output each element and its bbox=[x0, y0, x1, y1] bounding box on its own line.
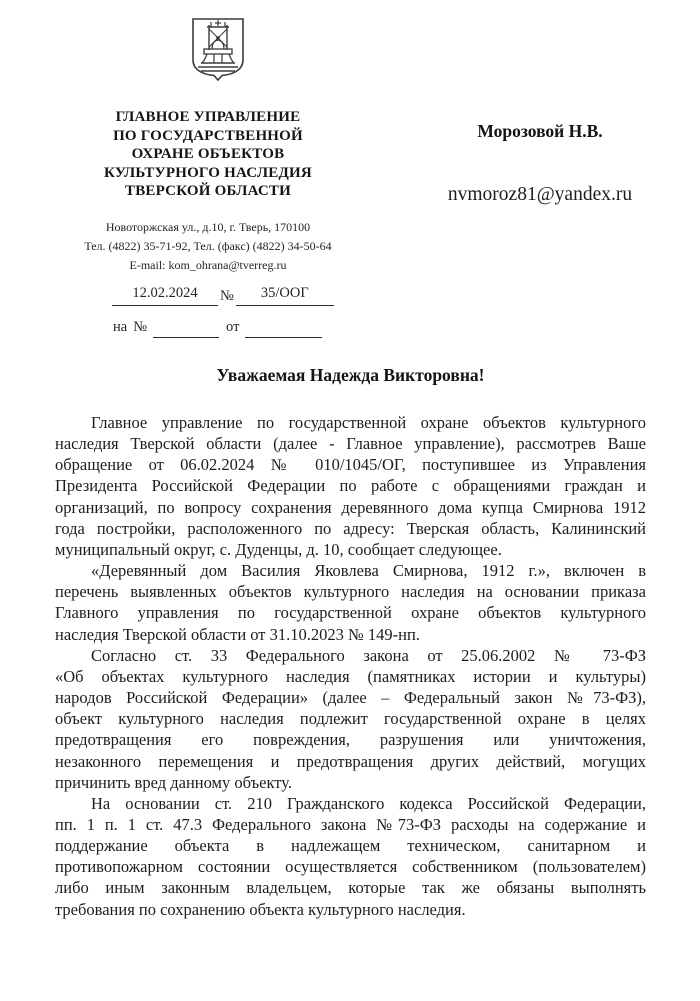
salutation: Уважаемая Надежда Викторовна! bbox=[216, 365, 485, 385]
body-line: «Об объектах культурного наследия (памятниках истории и культуры) bbox=[55, 666, 646, 686]
tver-coat-of-arms-icon bbox=[188, 16, 248, 82]
reference-number-row bbox=[58, 319, 358, 338]
ref-number-blank bbox=[153, 321, 219, 338]
ref-from: от bbox=[226, 318, 240, 335]
body-line: года постройки, расположенного по адресу: Тверская область, Калининский bbox=[55, 518, 646, 538]
recipient-email: nvmoroz81@yandex.ru bbox=[447, 184, 633, 205]
organization-name-line: ГЛАВНОЕ УПРАВЛЕНИЕ bbox=[115, 109, 301, 125]
body-line: причинить вред данному объекту. bbox=[55, 772, 292, 792]
organization-name bbox=[58, 108, 358, 201]
body-paragraph bbox=[55, 645, 646, 793]
body-paragraph bbox=[55, 560, 646, 645]
body-line: перечень выявленных объектов культурного наследия на основании приказа bbox=[55, 582, 646, 602]
letterhead bbox=[58, 108, 358, 338]
body-line: наследия Тверской области (далее - Главное управление), рассмотрев Ваше bbox=[55, 434, 646, 454]
organization-name-line: КУЛЬТУРНОГО НАСЛЕДИЯ bbox=[104, 164, 312, 181]
body-paragraph bbox=[55, 793, 646, 920]
body-line: наследия Тверской области от 31.10.2023 № 149-нп. bbox=[55, 624, 420, 644]
body-line: «Деревянный дом Василия Яковлева Смирнова, 1912 г.», включен в bbox=[91, 561, 646, 581]
organization-name-line: ПО ГОСУДАРСТВЕННОЙ bbox=[113, 127, 303, 144]
body-line: объект культурного наследия подлежит государственной охране в целях bbox=[55, 709, 646, 729]
body-line: предотвращения его повреждения, разрушения или уничтожения, bbox=[55, 730, 646, 750]
body-line: обращение от 06.02.2024 № 010/1045/ОГ, поступившее из Управления bbox=[55, 455, 646, 475]
body-line: Главное управление по государственной охране объектов культурного bbox=[91, 413, 646, 432]
outgoing-number-field bbox=[236, 285, 334, 306]
body-line: пп. 1 п. 1 ст. 47.3 Федерального закона №73-ФЗ расходы на содержание и bbox=[55, 814, 646, 834]
number-sign: № bbox=[220, 287, 234, 304]
body-line: либо иным законным владельцем, которые так же обязаны выполнять bbox=[55, 878, 646, 898]
body-line: Согласно ст. 33 Федерального закона от 25.06.2002 № 73-ФЗ bbox=[91, 645, 646, 665]
contact-line: Новоторжская ул., д.10, г. Тверь, 170100 bbox=[105, 219, 311, 234]
body-line: поддержание объекта в надлежащем техническом, санитарном и bbox=[55, 836, 646, 856]
body-line: Главного управления по государственной охране объектов культурного bbox=[55, 603, 646, 623]
letter-body bbox=[55, 412, 646, 920]
body-line: противопожарном состоянии осуществляется собственником (пользователем) bbox=[55, 857, 646, 877]
body-line: муниципальный округ, с. Дуденцы, д. 10, сообщает следующее. bbox=[55, 539, 502, 559]
organization-name-line: ОХРАНЕ ОБЪЕКТОВ bbox=[131, 146, 285, 163]
recipient-block bbox=[408, 121, 672, 206]
organization-name-line: ТВЕРСКОЙ ОБЛАСТИ bbox=[125, 183, 291, 200]
outgoing-date-field bbox=[112, 285, 218, 306]
ref-prefix: на bbox=[113, 318, 128, 335]
body-line: На основании ст. 210 Гражданского кодекса Российской Федерации, bbox=[91, 793, 646, 813]
contact-line: E-mail: kom_ohrana@tverreg.ru bbox=[129, 257, 287, 272]
body-paragraph bbox=[55, 412, 646, 560]
organization-contacts bbox=[58, 218, 358, 275]
outgoing-number-row bbox=[58, 285, 358, 306]
body-line: незаконного перемещения и предотвращения других действий, могущих bbox=[55, 751, 646, 771]
body-line: народов Российской Федерации» (далее – Федеральный закон №73-ФЗ), bbox=[55, 688, 646, 708]
body-line: требования по сохранению объекта культурного наследия. bbox=[55, 899, 466, 919]
contact-line: Тел. (4822) 35-71-92, Тел. (факс) (4822) 34-50-64 bbox=[84, 238, 332, 253]
outgoing-number: 35/ООГ bbox=[260, 284, 309, 301]
body-line: организаций, по вопросу сохранения деревянного дома купца Смирнова 1912 bbox=[55, 497, 646, 517]
recipient-name: Морозовой Н.В. bbox=[477, 121, 603, 141]
outgoing-date: 12.02.2024 bbox=[132, 284, 198, 301]
ref-date-blank bbox=[245, 321, 322, 338]
ref-number-sign: № bbox=[133, 318, 148, 335]
body-line: Президента Российской Федерации по работе с обращениями граждан и bbox=[55, 476, 646, 496]
